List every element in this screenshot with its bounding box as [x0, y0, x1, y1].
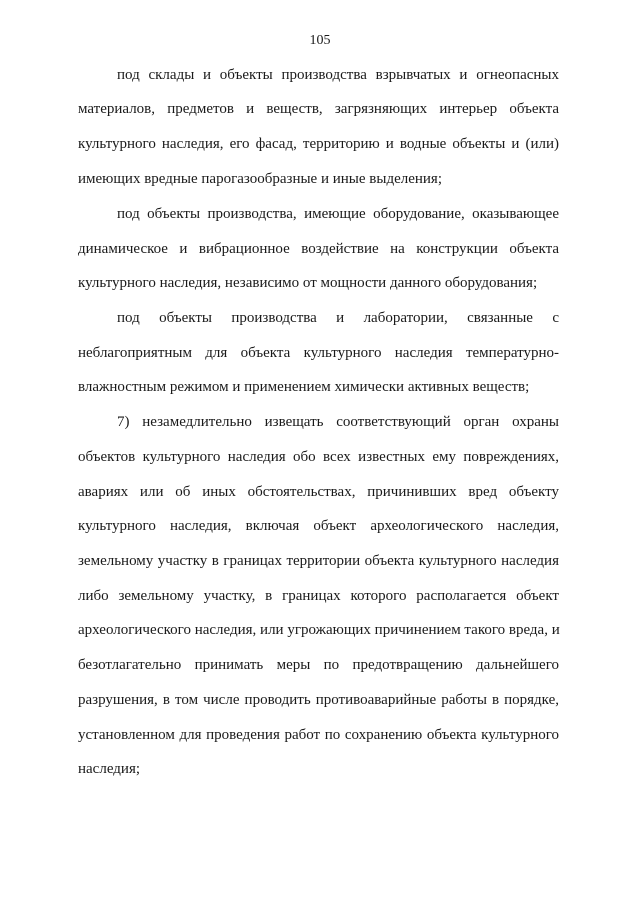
text-line: либо земельному участку, в границах которого располагается объект	[78, 588, 559, 604]
text-line: разрушения, в том числе проводить противоаварийные работы в порядке,	[78, 692, 559, 708]
text-line: безотлагательно принимать меры по предотвращению дальнейшего	[78, 657, 559, 673]
text-line: материалов, предметов и веществ, загрязняющих интерьер объекта	[78, 101, 559, 117]
text-line: культурного наследия, включая объект археологического наследия,	[78, 518, 559, 534]
text-line: объектов культурного наследия обо всех известных ему повреждениях,	[78, 449, 559, 465]
text-line: под объекты производства, имеющие оборудование, оказывающее	[117, 206, 559, 222]
text-line: динамическое и вибрационное воздействие на конструкции объекта	[78, 241, 559, 257]
text-line: земельному участку в границах территории объекта культурного наследия	[78, 553, 559, 569]
text-line: имеющих вредные парогазообразные и иные выделения;	[78, 171, 442, 187]
text-line: культурного наследия, независимо от мощности данного оборудования;	[78, 275, 538, 291]
text-line: под объекты производства и лаборатории, связанные с	[117, 310, 559, 326]
text-line: археологического наследия, или угрожающих причинением такого вреда, и	[78, 622, 560, 638]
text-line: установленном для проведения работ по сохранению объекта культурного	[78, 727, 559, 743]
text-line: 7) незамедлительно извещать соответствующий орган охраны	[117, 414, 559, 430]
text-line: авариях или об иных обстоятельствах, причинивших вред объекту	[78, 484, 559, 500]
text-line: под склады и объекты производства взрывчатых и огнеопасных	[117, 67, 559, 83]
page-number: 105	[309, 33, 331, 48]
text-line: культурного наследия, его фасад, территорию и водные объекты и (или)	[78, 136, 559, 152]
text-line: влажностным режимом и применением химически активных веществ;	[78, 379, 530, 395]
text-line: неблагоприятным для объекта культурного наследия температурно-	[78, 345, 559, 361]
text-line: наследия;	[78, 761, 141, 777]
